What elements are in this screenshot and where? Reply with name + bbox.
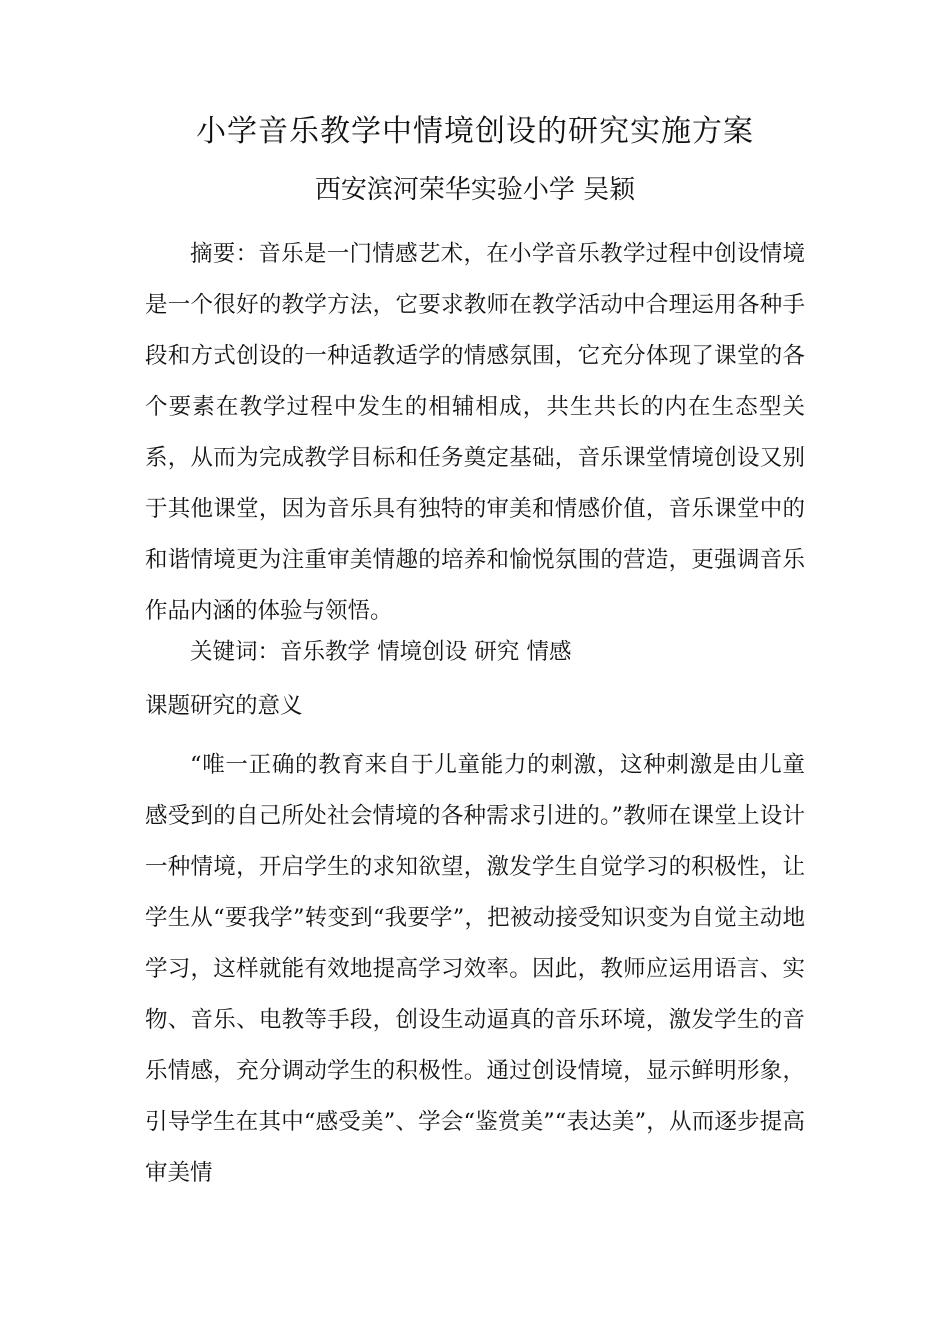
section-heading: 课题研究的意义 — [145, 693, 303, 719]
keywords-line: 关键词：音乐教学 情境创设 研究 情感 — [190, 639, 572, 665]
body-paragraph: “唯一正确的教育来自于儿童能力的刺激，这种刺激是由儿童感受到的自己所处社会情境的各种需求引进的。”教师在课堂上设计一种情境，开启学生的求知欲望，激发学生自觉学习的积极性，让学生从“要我学”转变到“我要学”，把被动接受知识变为自觉主动地学习，这样就能有效地提高学习效率。因此，教师应运用语言、实物、音乐、电教等手段，创设生动逼真的音乐环境，激发学生的音乐情感，充分调动学生的积极性。通过创设情境，显示鲜明形象，引导学生在其中“感受美”、学会“鉴赏美”“表达美”，从而逐步提高审美情 — [145, 752, 805, 1186]
abstract-paragraph: 摘要：音乐是一门情感艺术，在小学音乐教学过程中创设情境是一个很好的教学方法，它要求教师在教学活动中合理运用各种手段和方式创设的一种适教适学的情感氛围，它充分体现了课堂的各个要素在教学过程中发生的相辅相成，共生共长的内在生态型关系，从而为完成教学目标和任务奠定基础，音乐课堂情境创设又别于其他课堂，因为音乐具有独特的审美和情感价值，音乐课堂中的和谐情境更为注重审美情趣的培养和愉悦氛围的营造，更强调音乐作品内涵的体验与领悟。 — [145, 241, 805, 624]
document-author: 西安滨河荣华实验小学 吴颖 — [314, 175, 636, 205]
document-title: 小学音乐教学中情境创设的研究实施方案 — [196, 114, 754, 149]
